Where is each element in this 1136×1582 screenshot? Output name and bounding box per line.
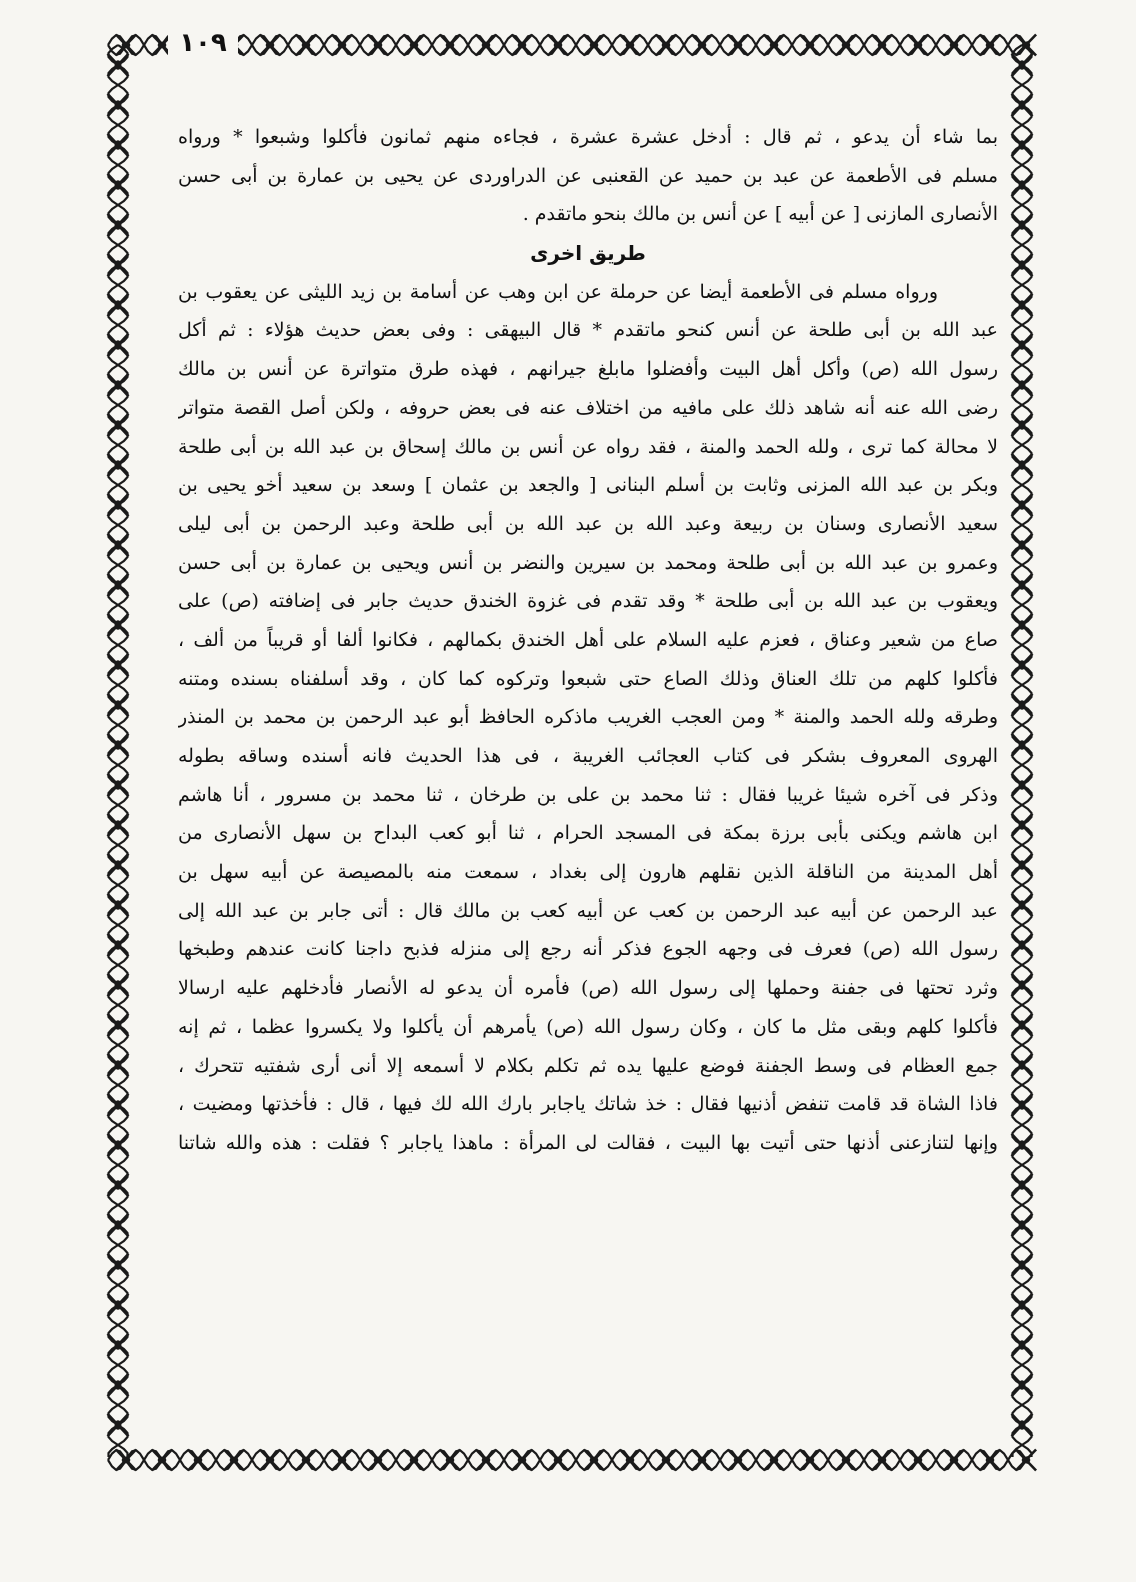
text-line: وبكر بن عبد الله المزنى وثابت بن أسلم البنانى [ والجعد بن عثمان ] وسعد بن سعيد أخو يحيى بن [178, 474, 998, 497]
border-top-chain [108, 35, 1036, 56]
text-line: وعمرو بن عبد الله بن أبى طلحة ومحمد بن سيرين والنضر بن أنس ويحيى بن عمارة بن أبى حسن [178, 551, 998, 574]
text-line: الأنصارى المازنى [ عن أبيه ] عن أنس بن مالك بنحو ماتقدم . [522, 203, 998, 226]
text-line: رسول الله (ص) وأكل أهل البيت وأفضلوا مابلغ جيرانهم ، فهذه طرق متواترة عن أنس بن مالك [178, 358, 998, 381]
text-line: رضى الله عنه أنه شاهد ذلك على مافيه من اختلاف عنه فى بعض حروفه ، ولكن أصل القصة متواتر [178, 396, 998, 419]
text-line: رسول الله (ص) فعرف فى وجهه الجوع فذكر أنه رجع إلى منزله فذبح داجنا كانت عندهم وطبخها [178, 938, 998, 961]
text-line: فأكلوا كلهم وبقى مثل ما كان ، وكان رسول الله (ص) يأمرهم أن يأكلوا ولا يكسروا عظما ، ثم إنه [178, 1015, 998, 1038]
section-heading: طريق اخرى [530, 241, 646, 266]
text-line: وطرقه ولله الحمد والمنة * ومن العجب الغريب ماذكره الحافظ أبو عبد الرحمن بن محمد بن المنذر [178, 706, 998, 729]
text-line: ابن هاشم ويكنى بأبى برزة بمكة فى المسجد الحرام ، ثنا أبو كعب البداح بن سهل الأنصارى من [178, 822, 998, 845]
text-line: جمع العظام فى وسط الجفنة فوضع عليها يده ثم تكلم بكلام لا أسمعه إلا أنى أرى شفتيه تتحرك ، [178, 1054, 998, 1077]
text-line: لا محالة كما ترى ، ولله الحمد والمنة ، فقد رواه عن أنس بن مالك إسحاق بن عبد الله بن أبى طلحة [178, 435, 998, 458]
text-line: فاذا الشاة قد قامت تنفض أذنيها فقال : خذ شاتك ياجابر بارك الله لك فيها ، قال : فأخذتها ومضيت ، [178, 1093, 998, 1116]
text-line: سعيد الأنصارى وسنان بن ربيعة وعبد الله بن عبد الله بن أبى طلحة وعبد الرحمن بن أبى ليلى [178, 512, 998, 535]
page-body-text [178, 118, 998, 1163]
border-right-chain [1012, 45, 1033, 1457]
page-number: ١٠٩ [168, 28, 238, 58]
text-line: وإنها لتنازعنى أذنها حتى أتيت بها البيت ، فقالت لى المرأة : ماهذا ياجابر ؟ فقلت : هذه والله شاتنا [178, 1131, 998, 1154]
text-line: أهل المدينة من الناقلة الذين نقلهم هارون إلى بغداد ، سمعت منه بالمصيصة عن أبيه سهل بن [178, 861, 998, 884]
border-left-chain [108, 45, 129, 1457]
text-line: مسلم فى الأطعمة عن عبد بن حميد عن القعنبى عن الدراوردى عن يحيى بن عمارة بن أبى حسن [178, 164, 998, 187]
text-line: عبد الرحمن عن أبيه عبد الرحمن بن كعب عن أبيه كعب بن مالك قال : أتى جابر بن عبد الله إلى [178, 899, 998, 922]
text-line: الهروى المعروف بشكر فى كتاب العجائب الغريبة ، فى هذا الحديث فانه أسنده وساقه بطوله [178, 745, 998, 767]
text-line: ورواه مسلم فى الأطعمة أيضا عن حرملة عن ابن وهب عن أسامة بن زيد الليثى عن يعقوب بن [178, 280, 938, 303]
text-line: عبد الله بن أبى طلحة عن أنس كنحو ماتقدم * قال البيهقى : وفى بعض حديث هؤلاء : ثم أكل [178, 319, 998, 342]
text-line: وذكر فى آخره شيئا غريبا فقال : ثنا محمد بن على بن طرخان ، ثنا محمد بن مسرور ، أنا هاشم [178, 783, 998, 806]
text-line: فأكلوا كلهم من تلك العناق وذلك الصاع حتى شبعوا وتركوه كما كان ، وقد أسلفناه بسنده ومتنه [178, 667, 998, 690]
text-line: بما شاء أن يدعو ، ثم قال : أدخل عشرة عشرة ، فجاءه منهم ثمانون فأكلوا وشبعوا * ورواه [178, 126, 998, 148]
border-bottom-chain [108, 1450, 1036, 1471]
text-line: ويعقوب بن عبد الله بن أبى طلحة * وقد تقدم فى غزوة الخندق حديث جابر فى إضافته (ص) على [178, 590, 998, 613]
text-line: وثرد تحتها فى جفنة وحملها إلى رسول الله (ص) فأمره أن يدعو له الأنصار فأدخلهم عليه ارسالا [178, 977, 998, 1000]
text-line: صاع من شعير وعناق ، فعزم عليه السلام على أهل الخندق بكمالهم ، فكانوا ألفا أو قريباً من ألف ، [178, 628, 998, 651]
